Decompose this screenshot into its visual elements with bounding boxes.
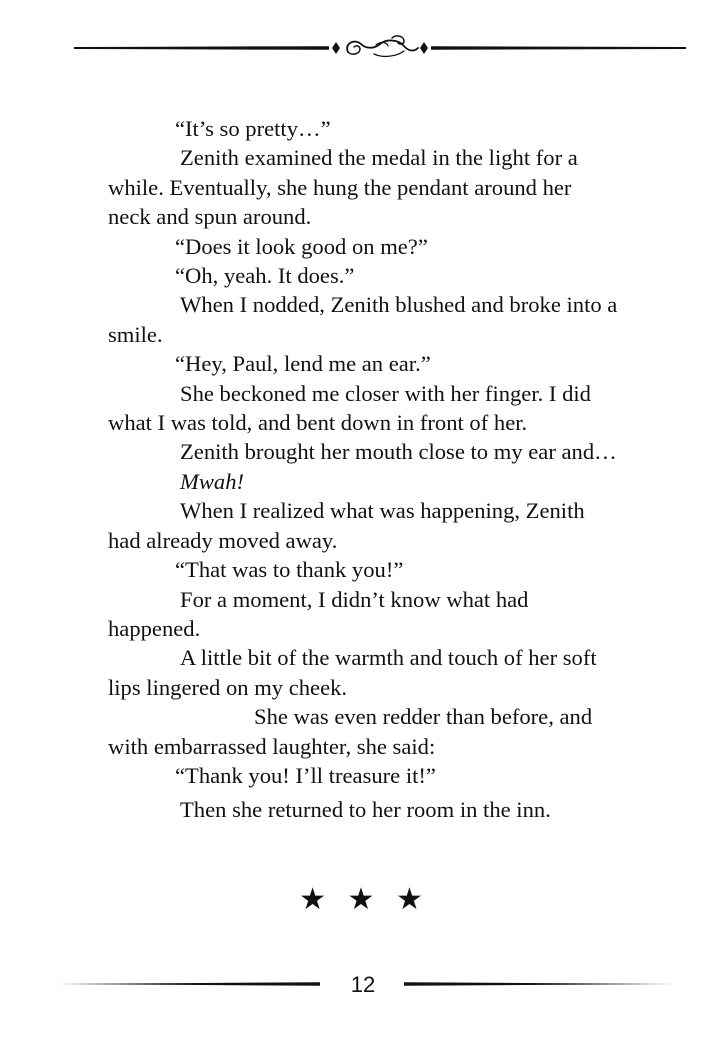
dialogue-line: “Thank you! I’ll treasure it!” <box>175 762 436 788</box>
narration-paragraph: She was even redder than before, and with embarrassed laughter, she said: <box>108 704 593 759</box>
narration-paragraph: When I realized what was happening, Zenith had already moved away. <box>108 498 585 553</box>
narration-paragraph: Zenith brought her mouth close to my ear and… <box>180 439 617 465</box>
narration-paragraph: A little bit of the warmth and touch of her soft lips lingered on my cheek. <box>108 645 597 700</box>
narration-paragraph: Zenith examined the medal in the light for a while. Eventually, she hung the pendant around her neck and spun around. <box>108 145 578 230</box>
dialogue-line: “It’s so pretty…” <box>175 116 331 141</box>
dialogue-line: “That was to thank you!” <box>175 557 404 583</box>
footer-rule-right <box>404 982 674 986</box>
header-ornament <box>74 30 686 66</box>
italic-sound-effect: Mwah! <box>180 468 245 494</box>
dialogue-line: “Does it look good on me?” <box>175 233 428 259</box>
narration-paragraph: She beckoned me closer with her finger. I did what I was told, and bent down in front of her. <box>108 380 591 436</box>
body-text <box>108 114 618 825</box>
narration-paragraph: When I nodded, Zenith blushed and broke into a smile. <box>108 292 618 347</box>
narration-paragraph: Then she returned to her room in the inn. <box>180 797 551 823</box>
page-number: 12 <box>350 972 376 997</box>
dialogue-line: “Oh, yeah. It does.” <box>175 263 355 289</box>
narration-paragraph: For a moment, I didn’t know what had happened. <box>108 586 529 641</box>
scene-break-stars: ★ ★ ★ <box>299 882 429 917</box>
page-footer <box>0 966 728 1006</box>
footer-rule-left <box>58 982 320 986</box>
dialogue-line: “Hey, Paul, lend me an ear.” <box>175 351 431 377</box>
